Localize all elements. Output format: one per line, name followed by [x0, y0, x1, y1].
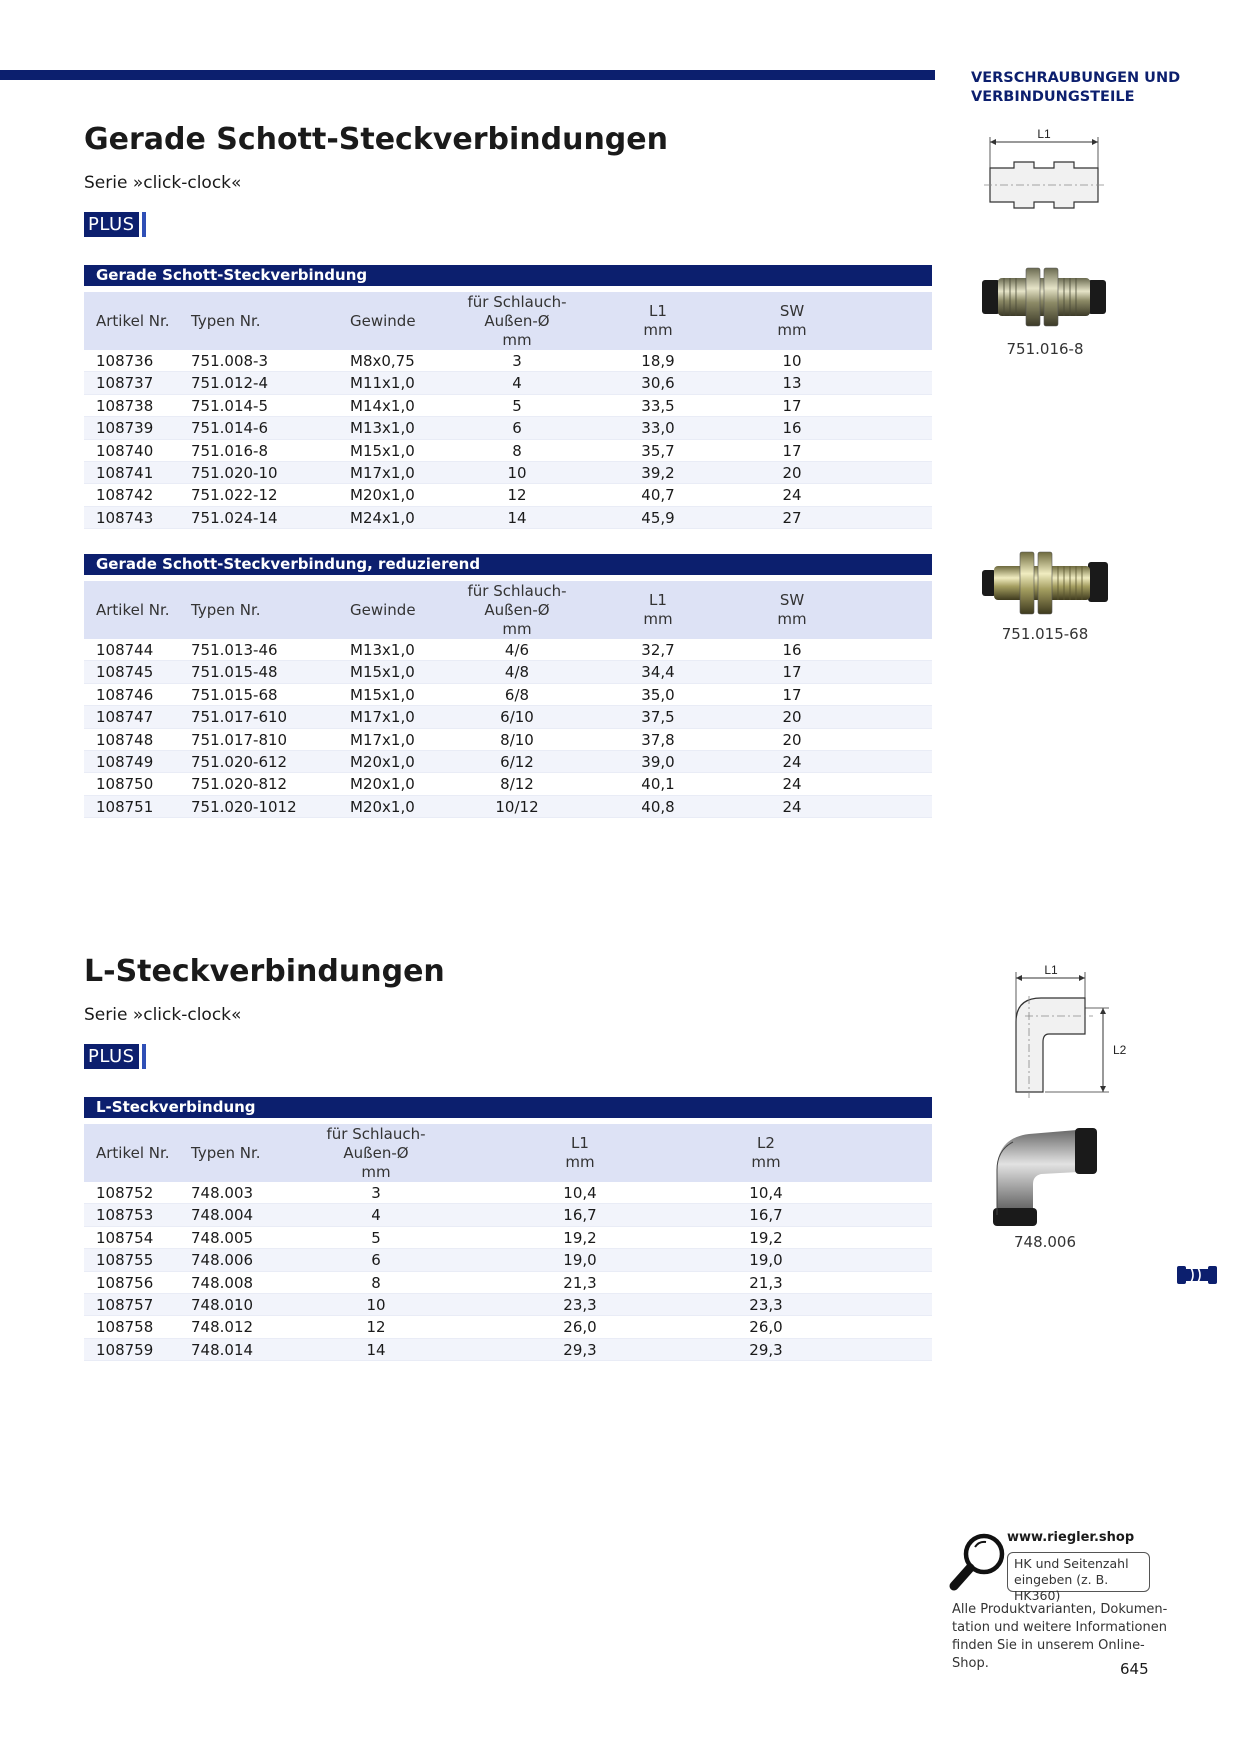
page-number: 645	[1120, 1660, 1149, 1678]
table-heading: Gerade Schott-Steckverbindung	[84, 265, 932, 286]
table-cell: 751.020-10	[191, 463, 278, 482]
table-cell: 108759	[96, 1340, 154, 1359]
plus-badge-bar	[142, 1044, 146, 1069]
table-cell: 108755	[96, 1251, 154, 1270]
table-row	[84, 350, 932, 372]
table-row	[84, 395, 932, 417]
table-cell: 10	[507, 463, 527, 482]
table-row	[84, 1339, 932, 1361]
table-cell: 4	[512, 374, 522, 393]
table-cell: 751.024-14	[191, 508, 278, 527]
table-cell: 108746	[96, 685, 154, 704]
table-cell: 35,7	[641, 441, 675, 460]
column-header: Typen Nr.	[191, 600, 261, 619]
table-cell: 34,4	[641, 663, 675, 682]
table-elbow	[84, 1097, 932, 1361]
table-row	[84, 1249, 932, 1271]
table-heading: Gerade Schott-Steckverbindung, reduzierend	[84, 554, 932, 575]
table-cell: 108749	[96, 752, 154, 771]
section-title-elbow: L-Steckverbindungen	[84, 954, 445, 989]
column-header: L1 mm	[643, 302, 673, 339]
table-cell: 751.020-812	[191, 775, 288, 794]
table-cell: 751.015-68	[191, 685, 278, 704]
table-cell: 108757	[96, 1295, 154, 1314]
table-cell: 37,5	[641, 708, 675, 727]
table-cell: 748.008	[191, 1273, 254, 1292]
table-cell: 17	[782, 396, 802, 415]
table-cell: 108745	[96, 663, 154, 682]
table-cell: 12	[507, 486, 527, 505]
photo-label-elbow: 748.006	[1013, 1233, 1077, 1251]
table-cell: 29,3	[563, 1340, 597, 1359]
table-row	[84, 417, 932, 439]
table-cell: M20x1,0	[350, 752, 415, 771]
table-cell: 30,6	[641, 374, 675, 393]
table-cell: 40,1	[641, 775, 675, 794]
table-cell: 33,0	[641, 419, 675, 438]
table-cell: 26,0	[563, 1318, 597, 1337]
plus-badge-text: PLUS	[84, 1044, 139, 1069]
shop-search-hint-box	[1007, 1552, 1150, 1603]
table-cell: 108744	[96, 641, 154, 659]
section-title-straight: Gerade Schott-Steckverbindungen	[84, 122, 668, 157]
table-cell: M14x1,0	[350, 396, 415, 415]
column-header: Typen Nr.	[191, 1143, 261, 1162]
table-cell: 23,3	[749, 1295, 783, 1314]
table-cell: 108753	[96, 1206, 154, 1225]
magnifier-icon	[946, 1530, 1008, 1596]
table-cell: 8/12	[500, 775, 534, 794]
table-row	[84, 1316, 932, 1338]
table-cell: 29,3	[749, 1340, 783, 1359]
table-row	[84, 1204, 932, 1226]
table-cell: 17	[782, 441, 802, 460]
table-cell: 751.017-610	[191, 708, 288, 727]
table-cell: M20x1,0	[350, 797, 415, 816]
table-cell: 19,0	[563, 1251, 597, 1270]
table-cell: 6/10	[500, 708, 534, 727]
click-clock-connector-icon	[1175, 1262, 1219, 1288]
plus-badge-text: PLUS	[84, 212, 139, 237]
table-cell: 37,8	[641, 730, 675, 749]
table-cell: 108742	[96, 486, 154, 505]
table-cell: M20x1,0	[350, 775, 415, 794]
table-column-headers	[84, 292, 932, 350]
table-cell: 4/6	[504, 641, 530, 659]
table-row	[84, 507, 932, 529]
table-column-headers	[84, 581, 932, 639]
table-cell: M11x1,0	[350, 374, 415, 393]
table-row	[84, 706, 932, 728]
table-row	[84, 440, 932, 462]
table-row	[84, 639, 932, 661]
table-cell: 24	[782, 486, 802, 505]
table-cell: 10,4	[563, 1184, 597, 1202]
table-row	[84, 484, 932, 506]
table-cell: 24	[782, 797, 802, 816]
table-cell: 108741	[96, 463, 154, 482]
table-cell: 10/12	[495, 797, 539, 816]
table-cell: M24x1,0	[350, 508, 415, 527]
table-cell: 10	[366, 1295, 386, 1314]
table-cell: M15x1,0	[350, 663, 415, 682]
table-cell: 108747	[96, 708, 154, 727]
table-column-headers	[84, 1124, 932, 1182]
table-cell: 6	[512, 419, 522, 438]
table-cell: M17x1,0	[350, 463, 415, 482]
table-row	[84, 796, 932, 818]
top-rule	[0, 70, 935, 80]
table-row	[84, 1227, 932, 1249]
table-cell: 14	[366, 1340, 386, 1359]
note-line-1: Alle Produktvarianten, Dokumen-	[952, 1602, 1168, 1617]
table-cell: 6/12	[500, 752, 534, 771]
hint-line-2: eingeben (z. B. HK360)	[1014, 1572, 1109, 1603]
table-row	[84, 773, 932, 795]
plus-badge-straight	[84, 212, 146, 237]
table-cell: 14	[507, 508, 527, 527]
elbow-fitting-drawing	[985, 962, 1127, 1102]
table-cell: 35,0	[641, 685, 675, 704]
note-line-3: finden Sie in unserem Online-Shop.	[952, 1638, 1145, 1671]
table-cell: M20x1,0	[350, 486, 415, 505]
straight-fitting-drawing	[980, 128, 1105, 214]
table-cell: 19,0	[749, 1251, 783, 1270]
table-body	[84, 1182, 932, 1361]
table-row	[84, 1182, 932, 1204]
category-label	[971, 69, 1211, 107]
table-cell: 3	[512, 352, 522, 370]
table-cell: 108748	[96, 730, 154, 749]
column-header: Typen Nr.	[191, 311, 261, 330]
table-cell: 20	[782, 463, 802, 482]
table-cell: M8x0,75	[350, 352, 415, 370]
table-cell: 39,2	[641, 463, 675, 482]
table-cell: 751.013-46	[191, 641, 278, 659]
table-cell: 8/10	[500, 730, 534, 749]
table-cell: 32,7	[641, 641, 675, 659]
table-cell: 21,3	[563, 1273, 597, 1292]
table-row	[84, 1272, 932, 1294]
table-cell: 751.017-810	[191, 730, 288, 749]
table-cell: 33,5	[641, 396, 675, 415]
table-cell: 8	[512, 441, 522, 460]
column-header: Artikel Nr.	[96, 311, 170, 330]
table-cell: 24	[782, 752, 802, 771]
table-cell: 751.016-8	[191, 441, 268, 460]
table-cell: 39,0	[641, 752, 675, 771]
table-cell: M13x1,0	[350, 641, 415, 659]
column-header: für Schlauch- Außen-Ø mm	[467, 292, 567, 349]
category-line-2: VERBINDUNGSTEILE	[971, 89, 1135, 105]
table-cell: 19,2	[749, 1228, 783, 1247]
category-line-1: VERSCHRAUBUNGEN UND	[971, 70, 1181, 86]
table-cell: 748.012	[191, 1318, 254, 1337]
column-header: SW mm	[777, 302, 807, 339]
table-cell: 751.022-12	[191, 486, 278, 505]
straight-fitting-photo	[980, 262, 1110, 334]
table-cell: 5	[512, 396, 522, 415]
column-header: für Schlauch- Außen-Ø mm	[467, 581, 567, 638]
table-cell: 18,9	[641, 352, 675, 370]
table-cell: 108751	[96, 797, 154, 816]
table-cell: 748.010	[191, 1295, 254, 1314]
column-header: L1 mm	[565, 1134, 595, 1171]
table-cell: 10	[782, 352, 802, 370]
table-row	[84, 661, 932, 683]
table-cell: M17x1,0	[350, 708, 415, 727]
table-cell: 108736	[96, 352, 154, 370]
table-cell: 751.014-5	[191, 396, 268, 415]
plus-badge-bar	[142, 212, 146, 237]
column-header: Artikel Nr.	[96, 600, 170, 619]
table-cell: 19,2	[563, 1228, 597, 1247]
table-cell: M15x1,0	[350, 441, 415, 460]
note-line-2: tation und weitere Informationen	[952, 1620, 1167, 1635]
elbow-fitting-photo	[985, 1120, 1105, 1230]
table-cell: 5	[371, 1228, 381, 1247]
table-heading: L-Steckverbindung	[84, 1097, 932, 1118]
table-row	[84, 372, 932, 394]
table-straight-bulkhead-reducing	[84, 554, 932, 818]
column-header: für Schlauch- Außen-Ø mm	[326, 1124, 426, 1181]
table-cell: 751.020-1012	[191, 797, 297, 816]
table-cell: 27	[782, 508, 802, 527]
table-cell: 23,3	[563, 1295, 597, 1314]
table-cell: 3	[371, 1184, 381, 1202]
plus-badge-elbow	[84, 1044, 146, 1069]
table-cell: 20	[782, 708, 802, 727]
table-cell: 4	[371, 1206, 381, 1225]
table-cell: 40,8	[641, 797, 675, 816]
table-cell: 108740	[96, 441, 154, 460]
table-row	[84, 462, 932, 484]
table-cell: M15x1,0	[350, 685, 415, 704]
table-cell: 45,9	[641, 508, 675, 527]
column-header: L1 mm	[643, 591, 673, 628]
table-body	[84, 350, 932, 529]
table-cell: 751.015-48	[191, 663, 278, 682]
table-cell: 16,7	[563, 1206, 597, 1225]
table-cell: 26,0	[749, 1318, 783, 1337]
table-cell: M13x1,0	[350, 419, 415, 438]
table-cell: 748.014	[191, 1340, 254, 1359]
photo-label-reducing: 751.015-68	[1001, 625, 1089, 643]
table-cell: 10,4	[749, 1184, 783, 1202]
photo-label-straight: 751.016-8	[1006, 340, 1084, 358]
table-cell: 108743	[96, 508, 154, 527]
table-cell: 108758	[96, 1318, 154, 1337]
table-cell: 108756	[96, 1273, 154, 1292]
table-cell: 8	[371, 1273, 381, 1292]
table-cell: 748.003	[191, 1184, 254, 1202]
table-cell: 751.014-6	[191, 419, 268, 438]
table-cell: 748.005	[191, 1228, 254, 1247]
table-cell: 16,7	[749, 1206, 783, 1225]
table-cell: 21,3	[749, 1273, 783, 1292]
table-cell: 40,7	[641, 486, 675, 505]
table-cell: 6	[371, 1251, 381, 1270]
table-cell: 17	[782, 685, 802, 704]
table-cell: 748.004	[191, 1206, 254, 1225]
table-cell: 6/8	[504, 685, 530, 704]
table-cell: 12	[366, 1318, 386, 1337]
series-label-elbow: Serie »click-clock«	[84, 1005, 242, 1025]
table-cell: 4/8	[504, 663, 530, 682]
table-straight-bulkhead	[84, 265, 932, 529]
table-cell: 108752	[96, 1184, 154, 1202]
table-cell: 108737	[96, 374, 154, 393]
table-cell: 20	[782, 730, 802, 749]
column-header: Gewinde	[350, 600, 416, 619]
table-row	[84, 751, 932, 773]
reducing-fitting-photo	[980, 548, 1110, 620]
table-cell: 751.012-4	[191, 374, 268, 393]
table-cell: 751.008-3	[191, 352, 268, 370]
table-cell: 108754	[96, 1228, 154, 1247]
column-header: SW mm	[777, 591, 807, 628]
drawing-dim-l2: L2	[1113, 1043, 1127, 1057]
column-header: L2 mm	[751, 1134, 781, 1171]
table-row	[84, 1294, 932, 1316]
table-row	[84, 729, 932, 751]
column-header: Artikel Nr.	[96, 1143, 170, 1162]
table-cell: 17	[782, 663, 802, 682]
series-label-straight: Serie »click-clock«	[84, 173, 242, 193]
table-body	[84, 639, 932, 818]
table-cell: 108750	[96, 775, 154, 794]
table-cell: 13	[782, 374, 802, 393]
table-cell: M17x1,0	[350, 730, 415, 749]
table-cell: 108739	[96, 419, 154, 438]
table-row	[84, 684, 932, 706]
hint-line-1: HK und Seitenzahl	[1014, 1556, 1129, 1571]
table-cell: 16	[782, 641, 802, 659]
shop-url-link[interactable]: www.riegler.shop	[1007, 1530, 1135, 1545]
column-header: Gewinde	[350, 311, 416, 330]
table-cell: 16	[782, 419, 802, 438]
table-cell: 751.020-612	[191, 752, 288, 771]
drawing-dim-l1: L1	[1037, 127, 1051, 141]
table-cell: 748.006	[191, 1251, 254, 1270]
table-cell: 108738	[96, 396, 154, 415]
table-cell: 24	[782, 775, 802, 794]
drawing-dim-l1: L1	[1044, 963, 1058, 977]
